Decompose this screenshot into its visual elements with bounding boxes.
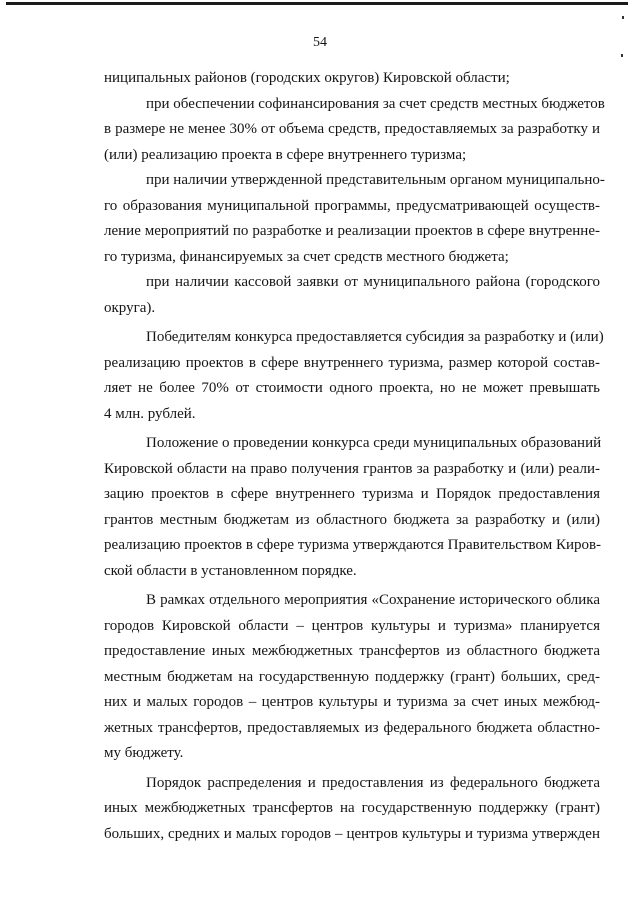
paragraph <box>104 588 600 767</box>
document-body <box>104 66 605 847</box>
text-line: предоставление иных межбюджетных трансфертов из областного бюджета <box>104 643 600 659</box>
text-line: (или) реализацию проекта в сфере внутреннего туризма; <box>104 146 467 163</box>
paragraph <box>104 66 600 92</box>
text-line: при наличии кассовой заявки от муниципального района (городского <box>146 274 600 290</box>
text-line: Положение о проведении конкурса среди муниципальных образований <box>146 435 602 451</box>
scan-mark <box>622 16 624 19</box>
text-line: Порядок распределения и предоставления из федерального бюджета <box>146 774 600 791</box>
text-line: местным бюджетам на государственную поддержку (грант) больших, сред- <box>104 668 600 685</box>
text-line: при обеспечении софинансирования за счет средств местных бюджетов <box>146 95 605 112</box>
text-line: иных межбюджетных трансфертов на государственную поддержку (грант) <box>104 800 600 816</box>
text-line: му бюджету. <box>104 745 184 761</box>
text-line: 4 млн. рублей. <box>104 405 196 422</box>
text-line: ской области в установленном порядке. <box>104 562 357 579</box>
text-line: зацию проектов в сфере внутреннего туризма и Порядок предоставления <box>104 486 600 502</box>
text-line: ниципальных районов (городских округов) Кировской области; <box>104 70 510 86</box>
paragraph <box>104 92 605 169</box>
text-line: ляет не более 70% от стоимости одного проекта, но не может превышать <box>104 380 600 396</box>
scan-mark <box>621 54 623 57</box>
text-line: при наличии утвержденной представительным органом муниципально- <box>146 172 605 188</box>
text-line: ление мероприятий по разработке и реализации проектов в сфере внутренне- <box>104 223 600 239</box>
paragraph <box>104 431 600 584</box>
text-line: го образования муниципальной программы, предусматривающей осуществ- <box>104 197 600 214</box>
paragraph <box>104 168 605 270</box>
text-line: В рамках отдельного мероприятия «Сохранение исторического облика <box>146 592 600 608</box>
text-line: жетных трансфертов, предоставляемых из федерального бюджета областно- <box>104 719 600 736</box>
page-number: 54 <box>313 35 327 50</box>
text-line: больших, средних и малых городов – центров культуры и туризма утвержден <box>104 825 600 842</box>
text-line: городов Кировской области – центров культуры и туризма» планируется <box>104 617 600 634</box>
top-rule <box>6 2 628 5</box>
paragraph <box>104 325 604 427</box>
text-line: Кировской области на право получения грантов за разработку и (или) реали- <box>104 460 600 477</box>
text-line: реализацию проектов в сфере туризма утверждаются Правительством Киров- <box>104 537 602 553</box>
paragraph <box>104 771 600 848</box>
text-line: Победителям конкурса предоставляется субсидия за разработку и (или) <box>146 329 604 345</box>
text-line: го туризма, финансируемых за счет средств местного бюджета; <box>104 248 509 265</box>
text-line: реализацию проектов в сфере внутреннего туризма, размер которой состав- <box>104 354 600 371</box>
text-line: грантов местным бюджетам из областного бюджета за разработку и (или) <box>104 511 600 528</box>
paragraph <box>104 270 600 321</box>
text-line: округа). <box>104 299 156 316</box>
text-line: в размере не менее 30% от объема средств, предоставляемых за разработку и <box>104 121 600 137</box>
text-line: них и малых городов – центров культуры и туризма за счет иных межбюд- <box>104 694 600 710</box>
